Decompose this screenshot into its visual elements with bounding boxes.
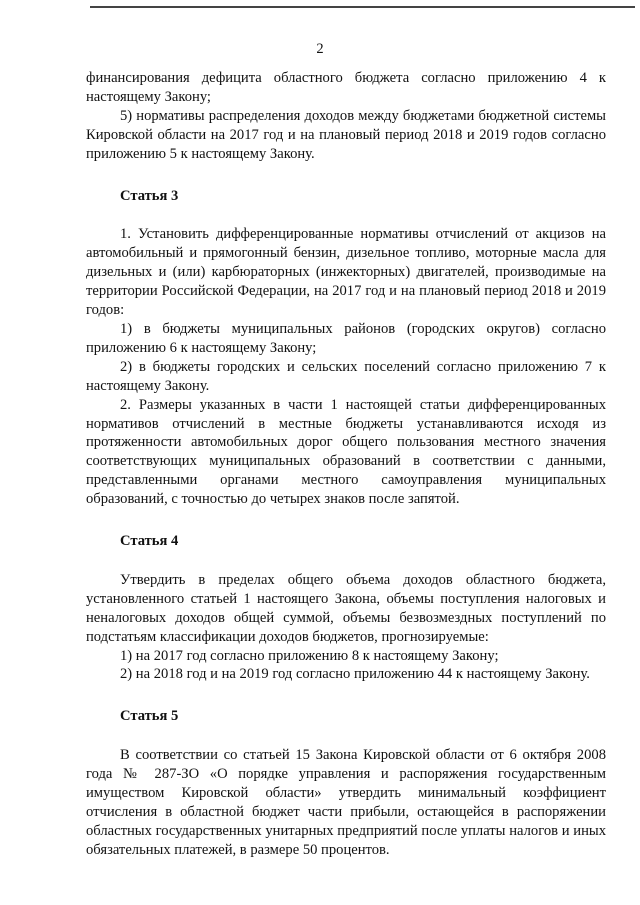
- article-4-paragraph-2: 1) на 2017 год согласно приложению 8 к настоящему Закону;: [120, 647, 499, 664]
- document-body: [86, 69, 606, 860]
- page-number: 2: [316, 41, 324, 57]
- article-4-paragraph-1: Утвердить в пределах общего объема доходов областного бюджета, установленного статьей 1 настоящего Закона, объемы поступления налоговых и неналоговых доходов общей суммой, объемы безвозмездных поступлений по подстатьям классификации доходов бюджетов, прогнозируемые:: [86, 571, 606, 645]
- intro-paragraph-2: 5) нормативы распределения доходов между бюджетами бюджетной системы Кировской области на 2017 год и на плановый период 2018 и 2019 годов согласно приложению 5 к настоящему Закону.: [86, 107, 606, 162]
- article-3-paragraph-1: 1. Установить дифференцированные нормативы отчислений от акцизов на автомобильный и прямогонный бензин, дизельное топливо, моторные масла для дизельных и (или) карбюраторных (инжекторных) двигателей, производимые на территории Российской Федерации, на 2017 год и на плановый период 2018 и 2019 годов:: [86, 226, 606, 319]
- top-rule: [90, 6, 635, 8]
- article-4-paragraph-3: 2) на 2018 год и на 2019 год согласно приложению 44 к настоящему Закону.: [120, 666, 590, 683]
- article-3-title: Статья 3: [120, 187, 179, 204]
- article-4-title: Статья 4: [120, 533, 179, 550]
- article-3-paragraph-4: 2. Размеры указанных в части 1 настоящей статьи дифференцированных нормативов отчислений в местные бюджеты устанавливаются исходя из протяженности автомобильных дорог общего пользования местного значения соответствующих муниципальных образований в соответствии с данными, представленными органами местного самоуправления муниципальных образований, с точностью до четырех знаков после запятой.: [86, 396, 606, 508]
- article-3-paragraph-2: 1) в бюджеты муниципальных районов (городских округов) согласно приложению 6 к настоящему Закону;: [86, 320, 606, 356]
- article-5-paragraph-1: В соответствии со статьей 15 Закона Кировской области от 6 октября 2008 года № 287-ЗО «О порядке управления и распоряжения государственным имуществом Кировской области» утвердить минимальный коэффициент отчисления в областной бюджет части прибыли, остающейся в распоряжении областных государственных унитарных предприятий после уплаты налогов и иных обязательных платежей, в размере 50 процентов.: [86, 747, 606, 858]
- intro-paragraph-1: финансирования дефицита областного бюджета согласно приложению 4 к настоящему Закону;: [86, 70, 606, 105]
- article-3-paragraph-3: 2) в бюджеты городских и сельских поселений согласно приложению 7 к настоящему Закону.: [86, 358, 606, 394]
- article-5-title: Статья 5: [120, 708, 179, 725]
